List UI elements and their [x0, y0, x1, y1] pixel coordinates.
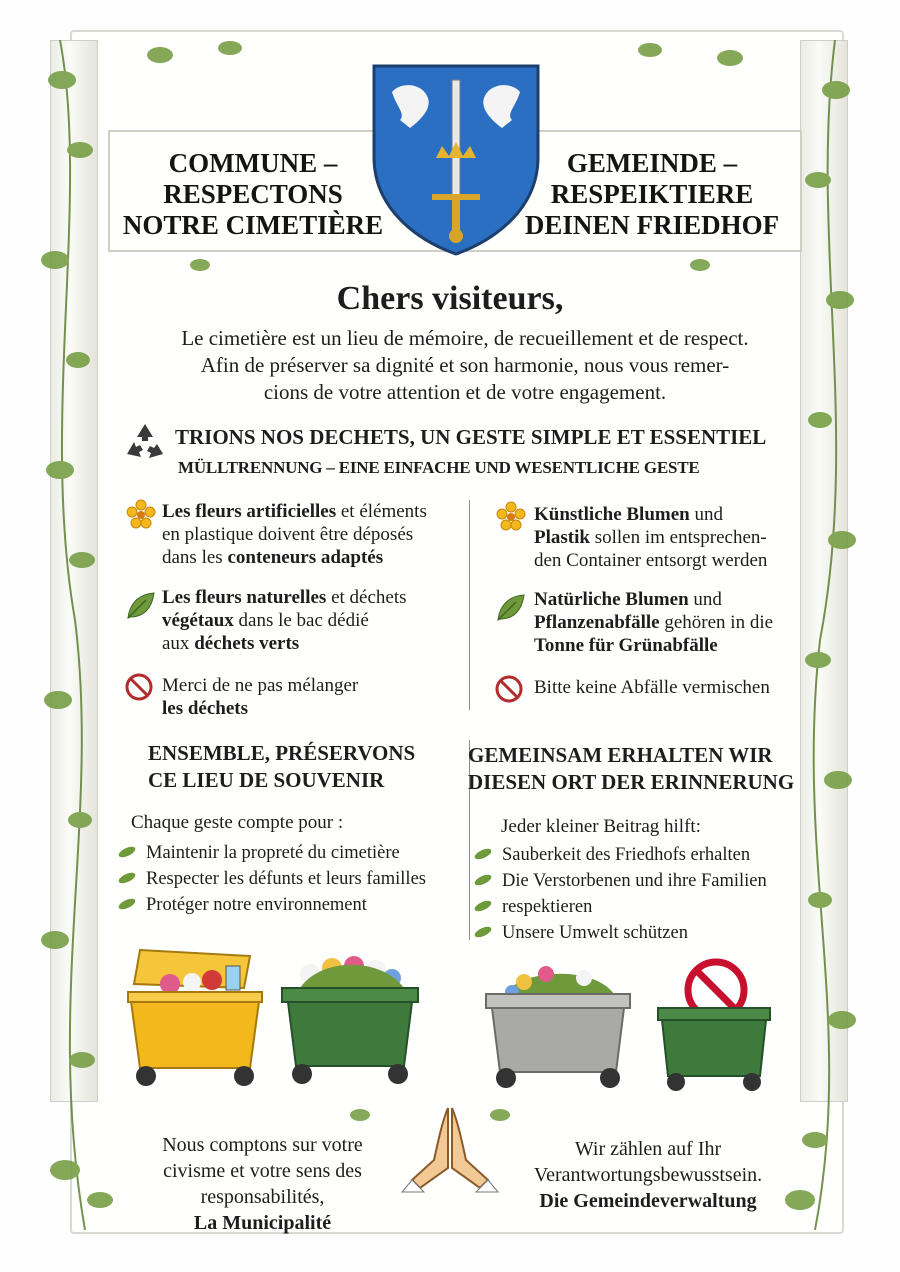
- intro-paragraph: Le cimetière est un lieu de mémoire, de recueillement et de respect. Afin de préserver sa dignité et son harmonie, nous vous remer- cions de votre attention et de votre engagement.: [181, 326, 749, 404]
- leaf-bullet-icon: [117, 845, 137, 860]
- coat-of-arms-icon: [370, 62, 542, 257]
- grey-bin-icon: [484, 960, 632, 1092]
- sort-item-de-1: Künstliche Blumen und Plastik sollen im entsprechen- den Container entsorgt werden: [534, 504, 768, 571]
- forbidden-bin-icon: [656, 958, 772, 1092]
- together-lead-fr: Chaque geste compte pour :: [131, 812, 344, 833]
- sort-item-de-2: Natürliche Blumen und Pflanzenabfälle gehören in die Tonne für Grünabfälle: [534, 589, 774, 656]
- flower-icon: [126, 499, 156, 529]
- leaf-bullet-icon: [473, 925, 493, 940]
- leaf-bullet-icon: [473, 847, 493, 862]
- sort-item-fr-2: Les fleurs naturelles et déchets végétaux dans le bac dédié aux déchets verts: [162, 587, 407, 654]
- list-item: Protéger notre environnement: [118, 892, 426, 918]
- green-bin-icon: [280, 938, 420, 1090]
- leaf-bullet-icon: [117, 871, 137, 886]
- list-item: Unsere Umwelt schützen: [474, 920, 767, 946]
- sorting-title-de: MÜLLTRENNUNG – EINE EINFACHE UND WESENTLICHE GESTE: [178, 458, 700, 477]
- header-title-de: GEMEINDE – RESPEIKTIERE DEINEN FRIEDHOF: [524, 148, 780, 240]
- column-divider: [469, 500, 470, 710]
- together-title-fr: ENSEMBLE, PRÉSERVONS CE LIEU DE SOUVENIR: [148, 741, 416, 792]
- leaf-icon: [124, 590, 156, 622]
- list-item: Die Verstorbenen und ihre Familien: [474, 868, 767, 894]
- leaf-bullet-icon: [117, 897, 137, 912]
- praying-hands-icon: [398, 1102, 502, 1198]
- flower-icon: [496, 501, 526, 531]
- leaf-bullet-icon: [473, 873, 493, 888]
- sort-item-fr-3: Merci de ne pas mélanger les déchets: [162, 675, 359, 719]
- footer-de: Wir zählen auf Ihr Verantwortungsbewusstsein. Die Gemeindeverwaltung: [533, 1138, 763, 1212]
- no-mixing-icon: [124, 672, 154, 702]
- footer-fr: Nous comptons sur votre civisme et votre sens des responsabilités, La Municipalité: [162, 1134, 363, 1234]
- list-item: Sauberkeit des Friedhofs erhalten: [474, 842, 767, 868]
- leaf-bullet-icon: [473, 899, 493, 914]
- yellow-bin-icon: [126, 944, 264, 1092]
- together-bullets-de: [474, 842, 767, 946]
- together-lead-de: Jeder kleiner Beitrag hilft:: [501, 816, 701, 837]
- sort-item-fr-1: Les fleurs artificielles et éléments en plastique doivent être déposés dans les conteneurs adaptés: [162, 501, 427, 568]
- list-item: respektieren: [474, 894, 767, 920]
- list-item: Maintenir la propreté du cimetière: [118, 840, 426, 866]
- sorting-title-fr: TRIONS NOS DECHETS, UN GESTE SIMPLE ET ESSENTIEL: [175, 425, 767, 449]
- sort-item-de-3: Bitte keine Abfälle vermischen: [534, 677, 770, 698]
- greeting-heading: Chers visiteurs,: [336, 280, 564, 317]
- leaf-icon: [494, 592, 526, 624]
- list-item: Respecter les défunts et leurs familles: [118, 866, 426, 892]
- together-bullets-fr: [118, 840, 426, 918]
- header-title-fr: COMMUNE – RESPECTONS NOTRE CIMETIÈRE: [122, 148, 384, 240]
- together-title-de: GEMEINSAM ERHALTEN WIR DIESEN ORT DER ERINNERUNG: [468, 743, 795, 794]
- recycle-icon: [123, 420, 167, 464]
- no-mixing-icon: [494, 674, 524, 704]
